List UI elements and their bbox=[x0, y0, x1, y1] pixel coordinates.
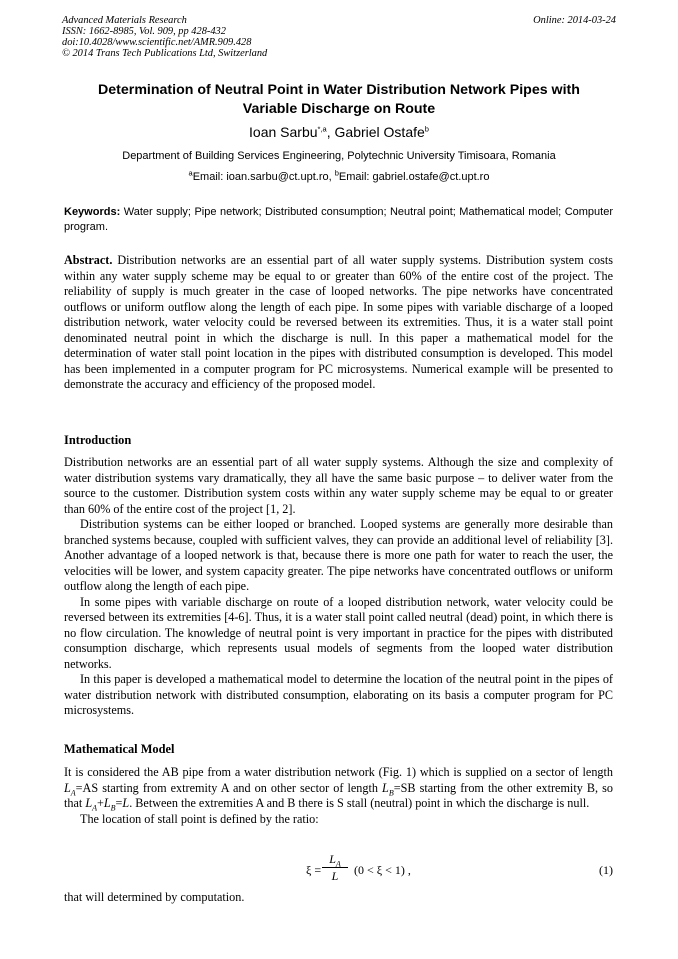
keywords-text: Water supply; Pipe network; Distributed consumption; Neutral point; Mathematical model; Computer program. bbox=[64, 206, 613, 233]
authors bbox=[54, 123, 624, 141]
author-separator: , bbox=[326, 124, 335, 140]
author-2: Gabriel Ostafe bbox=[334, 124, 425, 140]
email-a-mark: a bbox=[188, 168, 193, 178]
numerator-var: L bbox=[329, 852, 336, 866]
var-LA bbox=[64, 781, 76, 795]
abstract-label: Abstract. bbox=[64, 253, 113, 267]
sub-A: A bbox=[92, 803, 97, 813]
sub-B: B bbox=[388, 787, 394, 797]
author-1: Ioan Sarbu bbox=[249, 124, 318, 140]
author-1-mark: *,a bbox=[317, 124, 327, 134]
math-paragraph-1 bbox=[64, 765, 613, 812]
var-LA bbox=[85, 796, 97, 813]
intro-paragraph-3: In some pipes with variable discharge on route of a looped distribution network, water velocity could be reversed between its extremities [4-6]. Thus, it is a water stall point called neutral (dead) point, in which there is no flow circulation. The knowledge of neutral point is very important in practice for the pipes with distributed consumption discharge, which represents usual models of segments from the looped water distribution networks. bbox=[64, 594, 613, 671]
publication-metadata bbox=[62, 15, 616, 59]
fraction-numerator bbox=[322, 852, 348, 869]
var-L: L bbox=[122, 796, 130, 810]
math-paragraph-2: The location of stall point is defined by the ratio: bbox=[80, 811, 319, 826]
var-LB bbox=[103, 796, 116, 813]
math-model-heading: Mathematical Model bbox=[64, 742, 175, 756]
equation-1 bbox=[64, 852, 613, 886]
var-L: L bbox=[382, 780, 389, 795]
plus-sign: + bbox=[97, 796, 104, 810]
math-paragraph-3: that will determined by computation. bbox=[64, 890, 245, 904]
fraction-denominator: L bbox=[331, 869, 339, 883]
copyright-line: © 2014 Trans Tech Publications Ltd, Switzerland bbox=[62, 48, 268, 59]
equation-condition: (0 < ξ < 1) , bbox=[354, 863, 411, 877]
var-L: L bbox=[85, 796, 93, 810]
email-b-mark: b bbox=[334, 168, 339, 178]
sub-A: A bbox=[70, 787, 76, 797]
email-a: Email: ioan.sarbu@ct.upt.ro, bbox=[192, 171, 335, 183]
math-p1-text-b: =AS starting from extremity A and on other sector of length bbox=[75, 780, 383, 795]
equals-sign: = bbox=[115, 796, 123, 810]
math-p1-text-c: =SB starting from the other extremity B, so that bbox=[64, 780, 613, 810]
keywords-label: Keywords: bbox=[64, 206, 121, 218]
intro-paragraph-4: In this paper is developed a mathematical model to determine the location of the neutral point in the pipes of water distribution network with distributed consumption, elaborating on its basis a computer program for PC microsystems. bbox=[64, 672, 613, 717]
math-model-body bbox=[64, 765, 613, 827]
equation-fraction bbox=[322, 852, 348, 883]
paper-title bbox=[54, 81, 624, 119]
introduction-heading: Introduction bbox=[64, 433, 132, 447]
email-b: Email: gabriel.ostafe@ct.upt.ro bbox=[338, 171, 490, 183]
journal-name: Advanced Materials Research bbox=[62, 15, 187, 26]
title-line-2: Variable Discharge on Route bbox=[242, 101, 436, 117]
math-p1-text-a: It is considered the AB pipe from a water distribution network (Fig. 1) which is supplied on a sector of length bbox=[64, 765, 613, 779]
intro-paragraph-1: Distribution networks are an essential part of all water supply systems. Although the size and complexity of water distribution systems vary dramatically, they all have the same basic purpose – to deliver water from the source to the customer. Distribution system costs within any water supply scheme may be equal to or greater than 60% of the entire cost of the project [1, 2]. bbox=[64, 455, 613, 516]
doi-line: doi:10.4028/www.scientific.net/AMR.909.428 bbox=[62, 37, 252, 48]
author-2-mark: b bbox=[424, 124, 429, 134]
introduction-body bbox=[64, 455, 613, 719]
equation-lhs: ξ = bbox=[306, 863, 322, 877]
keywords bbox=[64, 205, 613, 235]
affiliation: Department of Building Services Engineering, Polytechnic University Timisoara, Romania bbox=[122, 150, 556, 162]
online-date: Online: 2014-03-24 bbox=[533, 15, 616, 26]
math-p1-text-d: . Between the extremities A and B there is S stall (neutral) point in which the discharge is null. bbox=[129, 796, 590, 810]
abstract bbox=[64, 253, 613, 393]
equation-number: (1) bbox=[599, 863, 613, 877]
var-L: L bbox=[64, 780, 71, 795]
var-L: L bbox=[103, 796, 111, 810]
sub-B: B bbox=[110, 803, 116, 813]
var-LB bbox=[382, 781, 394, 795]
abstract-text: Distribution networks are an essential part of all water supply systems. Distribution system costs within any water supply scheme may be equal to or greater than 60% of the entire cost of the project. The reliability of supply is much greater in the case of looped networks. The pipe networks have concentrated outflows or uniform outflow along the length of each pipe. In some pipes with variable discharge of a looped distribution network, water velocity could be reversed between its extremities. Thus, it is a water stall point denominated neutral point in which the discharge is null. In this paper a mathematical model for the determination of water stall point location in the pipes with distributed consumption is developed. This model has been implemented in a computer program for PC microsystems. Numerical example will be presented to demonstrate the accuracy and efficiency of the proposed model. bbox=[64, 253, 613, 391]
intro-paragraph-2: Distribution systems can be either looped or branched. Looped systems are generally more desirable than branched systems because, coupled with sufficient valves, they can provide an additional level of reliability [3]. Another advantage of a looped network is that, because there is more one path for water to reach the user, the velocities will be lower, and system capacity greater. The pipe networks have concentrated outflows or uniform outflow along the length of each pipe. bbox=[64, 517, 613, 593]
issn-line: ISSN: 1662-8985, Vol. 909, pp 428-432 bbox=[62, 26, 226, 37]
numerator-sub: A bbox=[335, 859, 341, 869]
emails bbox=[54, 170, 624, 185]
title-line-1: Determination of Neutral Point in Water Distribution Network Pipes with bbox=[98, 82, 580, 98]
